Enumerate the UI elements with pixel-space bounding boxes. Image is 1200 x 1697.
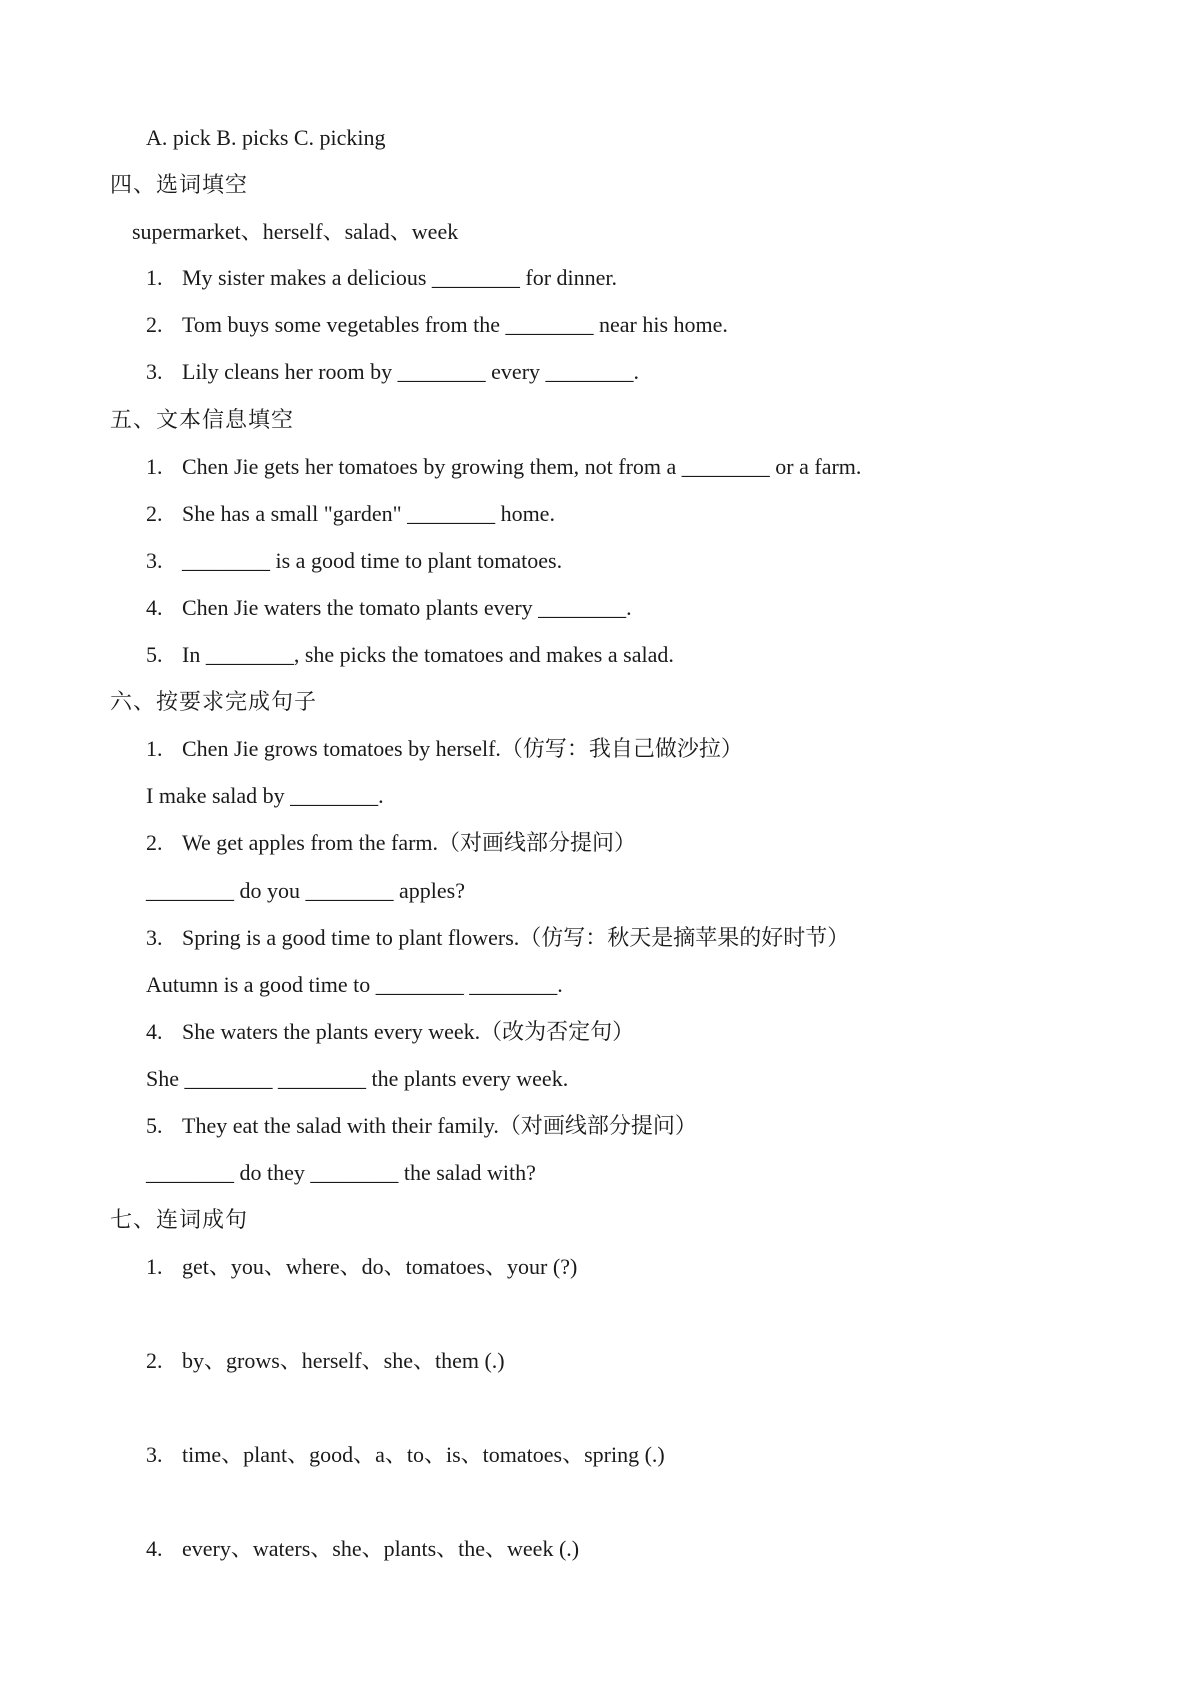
sec6-answer-4: She ________ ________ the plants every week. [146, 1066, 569, 1091]
item-number: 2. [146, 830, 163, 855]
item-number: 3. [146, 359, 163, 384]
section-5-heading: 五、文本信息填空 [110, 407, 295, 432]
sec5-item-2 [146, 500, 555, 528]
sec7-item-3 [146, 1441, 665, 1469]
sec4-item-2 [146, 311, 728, 339]
item-text: Lily cleans her room by ________ every ________. [182, 359, 640, 384]
item-text: My sister makes a delicious ________ for dinner. [182, 265, 618, 290]
item-text: Chen Jie grows tomatoes by herself.（仿写：我自己做沙拉） [182, 736, 743, 761]
sec7-item-1 [146, 1253, 577, 1281]
item-text: Chen Jie waters the tomato plants every ________. [182, 595, 632, 620]
item-number: 3. [146, 1442, 163, 1467]
sec6-item-3 [146, 924, 849, 952]
sec6-answer-3: Autumn is a good time to ________ ________. [146, 972, 563, 997]
item-text: get、you、where、do、tomatoes、your (?) [182, 1254, 578, 1279]
item-number: 3. [146, 548, 163, 573]
sec6-answer-1: I make salad by ________. [146, 783, 384, 808]
item-text: Spring is a good time to plant flowers.（仿写：秋天是摘苹果的好时节） [182, 925, 850, 950]
item-number: 5. [146, 642, 163, 667]
sec6-answer-5: ________ do they ________ the salad with? [146, 1160, 536, 1185]
item-number: 1. [146, 265, 163, 290]
item-number: 2. [146, 312, 163, 337]
item-number: 1. [146, 736, 163, 761]
item-number: 5. [146, 1113, 163, 1138]
sec6-item-4 [146, 1018, 634, 1046]
sec5-item-4 [146, 594, 632, 622]
sec6-answer-2: ________ do you ________ apples? [146, 878, 465, 903]
section-4-heading: 四、选词填空 [110, 172, 249, 197]
item-text: She has a small "garden" ________ home. [182, 501, 555, 526]
sec4-item-3 [146, 358, 639, 386]
sec7-item-2 [146, 1347, 505, 1375]
sec6-item-2 [146, 829, 636, 857]
sec4-item-1 [146, 264, 617, 292]
item-text: In ________, she picks the tomatoes and makes a salad. [182, 642, 674, 667]
sec6-item-1 [146, 735, 743, 763]
item-text: They eat the salad with their family.（对画线部分提问） [182, 1113, 697, 1138]
item-text: every、waters、she、plants、the、week (.) [182, 1536, 580, 1561]
item-number: 1. [146, 454, 163, 479]
section-7-heading: 七、连词成句 [110, 1207, 249, 1232]
sec6-item-5 [146, 1112, 697, 1140]
item-text: by、grows、herself、she、them (.) [182, 1348, 505, 1373]
item-text: ________ is a good time to plant tomatoes. [182, 548, 563, 573]
item-number: 2. [146, 501, 163, 526]
sec5-item-3 [146, 547, 562, 575]
sec5-item-5 [146, 641, 674, 669]
item-text: We get apples from the farm.（对画线部分提问） [182, 830, 637, 855]
word-bank: supermarket、herself、salad、week [132, 219, 459, 244]
q3-options: A. pick B. picks C. picking [146, 125, 386, 150]
section-6-heading: 六、按要求完成句子 [110, 689, 318, 714]
item-number: 2. [146, 1348, 163, 1373]
item-number: 3. [146, 925, 163, 950]
item-text: Chen Jie gets her tomatoes by growing them, not from a ________ or a farm. [182, 454, 862, 479]
item-number: 4. [146, 1536, 163, 1561]
item-text: She waters the plants every week.（改为否定句） [182, 1019, 635, 1044]
sec7-item-4 [146, 1535, 579, 1563]
item-text: time、plant、good、a、to、is、tomatoes、spring (.) [182, 1442, 665, 1467]
item-text: Tom buys some vegetables from the ________ near his home. [182, 312, 728, 337]
item-number: 1. [146, 1254, 163, 1279]
sec5-item-1 [146, 453, 861, 481]
item-number: 4. [146, 595, 163, 620]
item-number: 4. [146, 1019, 163, 1044]
